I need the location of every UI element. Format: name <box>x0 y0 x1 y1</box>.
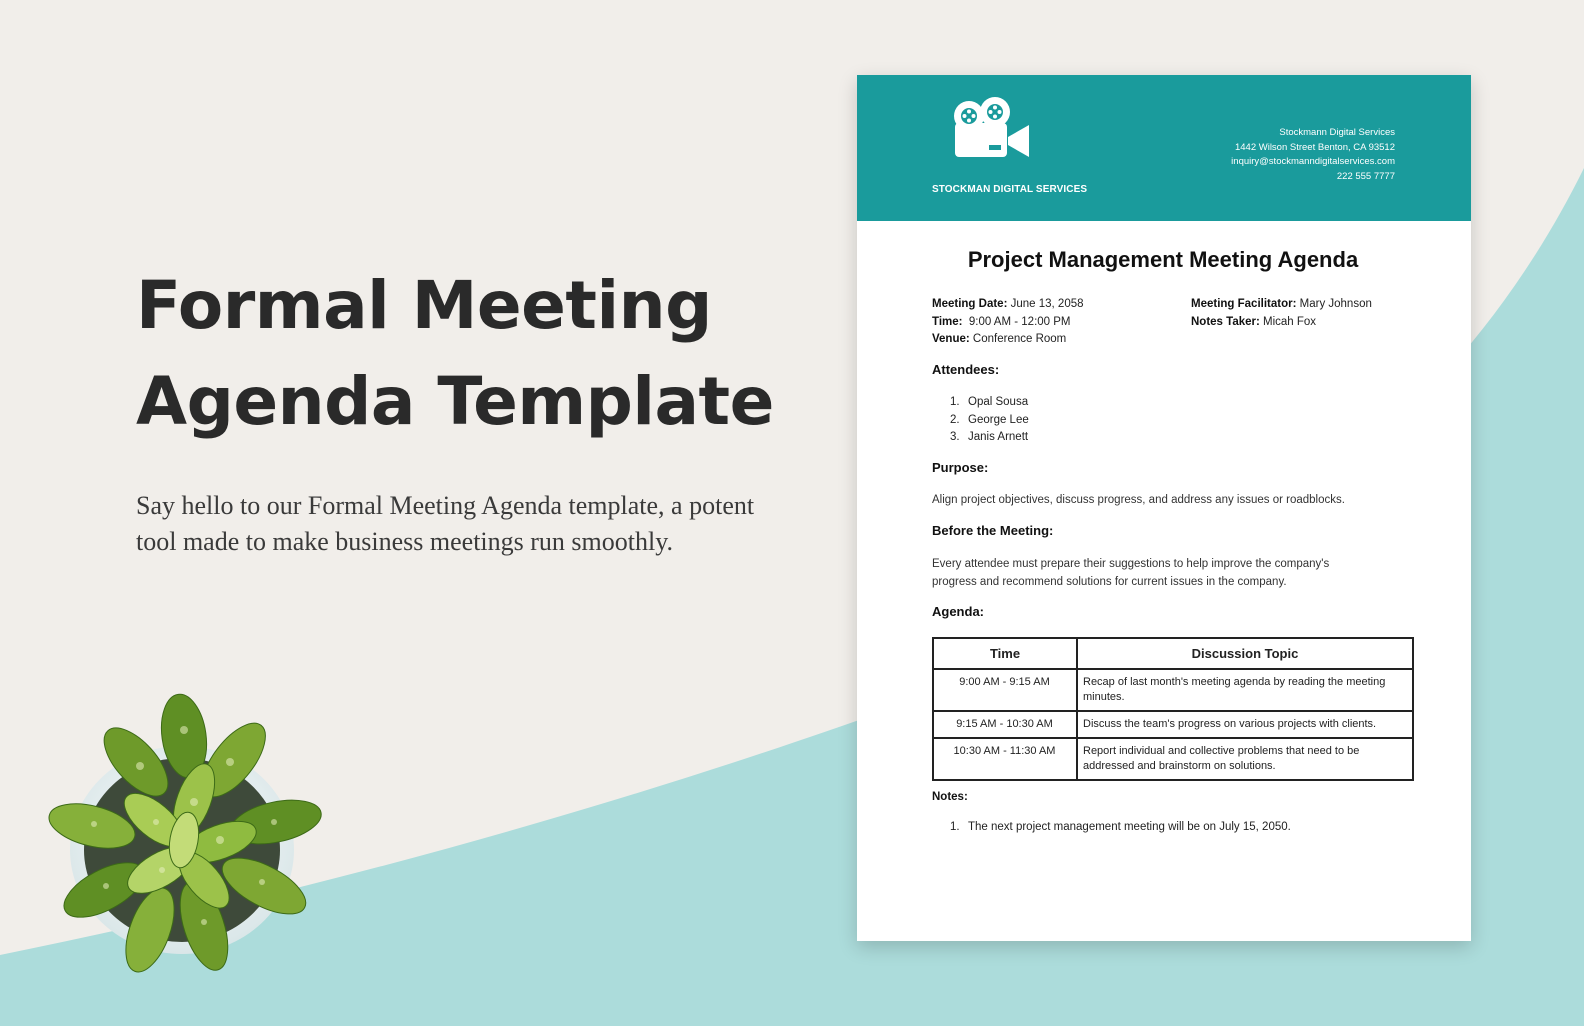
note-text: The next project management meeting will be on July 15, 2050. <box>968 821 1291 833</box>
meeting-date-value: June 13, 2058 <box>1010 298 1084 310</box>
attendees-heading: Attendees: <box>932 362 1000 377</box>
table-row <box>933 711 1413 738</box>
potted-plant-image <box>44 690 334 990</box>
meeting-venue-row <box>932 331 1084 349</box>
purpose-heading: Purpose: <box>932 460 989 475</box>
document-header <box>857 75 1471 221</box>
list-item <box>950 429 1029 447</box>
company-name: STOCKMAN DIGITAL SERVICES <box>932 184 1088 195</box>
hero-title <box>136 258 816 450</box>
meeting-date-label: Meeting Date: <box>932 298 1008 310</box>
agenda-time-cell: 9:00 AM - 9:15 AM <box>933 669 1077 711</box>
agenda-time-cell: 9:15 AM - 10:30 AM <box>933 711 1077 738</box>
meeting-venue-value: Conference Room <box>972 333 1067 345</box>
agenda-topic-cell: Report individual and collective problems that need to be addressed and brainstorm on solutions. <box>1077 738 1413 780</box>
before-meeting-line-2: progress and recommend solutions for current issues in the company. <box>932 575 1287 588</box>
before-meeting-line-1: Every attendee must prepare their suggestions to help improve the company's <box>932 558 1330 570</box>
meeting-time-label: Time: <box>932 315 963 328</box>
agenda-table <box>932 637 1414 781</box>
facilitator-row <box>1191 296 1372 314</box>
notes-heading: Notes: <box>932 791 968 803</box>
meeting-time-row <box>932 314 1084 332</box>
notes-taker-label: Notes Taker: <box>1191 315 1260 328</box>
meeting-time-value: 9:00 AM - 12:00 PM <box>968 315 1071 328</box>
list-number: 3. <box>950 431 960 443</box>
film-camera-icon <box>951 97 1031 161</box>
facilitator-label: Meeting Facilitator: <box>1191 298 1297 310</box>
document-title: Project Management Meeting Agenda <box>967 247 1359 272</box>
contact-phone: 222 555 7777 <box>1336 170 1395 182</box>
list-item <box>950 412 1029 430</box>
attendee-name: George Lee <box>968 413 1029 426</box>
list-item <box>950 394 1029 412</box>
purpose-text: Align project objectives, discuss progress, and address any issues or roadblocks. <box>932 494 1345 506</box>
attendee-name: Opal Sousa <box>968 396 1029 408</box>
agenda-time-cell: 10:30 AM - 11:30 AM <box>933 738 1077 780</box>
agenda-document <box>857 75 1471 941</box>
before-meeting-text <box>932 556 1402 591</box>
agenda-topic-cell: Discuss the team's progress on various projects with clients. <box>1077 711 1413 738</box>
company-contact-block <box>1231 126 1395 184</box>
agenda-topic-cell: Recap of last month's meeting agenda by reading the meeting minutes. <box>1077 669 1413 711</box>
list-number: 1. <box>950 821 960 833</box>
hero-title-line-1: Formal Meeting <box>136 267 712 344</box>
meeting-details-left <box>932 296 1084 349</box>
contact-company-name: Stockmann Digital Services <box>1279 127 1395 138</box>
list-item <box>950 819 1291 837</box>
list-number: 1. <box>950 396 960 408</box>
attendee-name: Janis Arnett <box>968 431 1029 443</box>
table-row <box>933 669 1413 711</box>
attendees-list <box>950 394 1029 447</box>
hero-description: Say hello to our Formal Meeting Agenda template, a potent tool made to make business meetings run smoothly. <box>136 491 755 556</box>
table-row <box>933 738 1413 780</box>
contact-address: 1442 Wilson Street Benton, CA 93512 <box>1234 141 1395 153</box>
notes-taker-row <box>1191 314 1372 332</box>
before-meeting-heading: Before the Meeting: <box>932 523 1054 538</box>
facilitator-value: Mary Johnson <box>1299 298 1372 310</box>
column-header-topic: Discussion Topic <box>1077 638 1413 669</box>
notes-list <box>950 819 1291 837</box>
meeting-details-right <box>1191 296 1372 331</box>
agenda-heading: Agenda: <box>932 604 984 619</box>
meeting-venue-label: Venue: <box>932 333 970 345</box>
meeting-date-row <box>932 296 1084 314</box>
table-header-row <box>933 638 1413 669</box>
list-number: 2. <box>950 413 960 426</box>
hero-title-line-2: Agenda Template <box>136 363 774 440</box>
column-header-time: Time <box>933 638 1077 669</box>
contact-email: inquiry@stockmanndigitalservices.com <box>1231 156 1395 167</box>
notes-taker-value: Micah Fox <box>1263 315 1317 328</box>
